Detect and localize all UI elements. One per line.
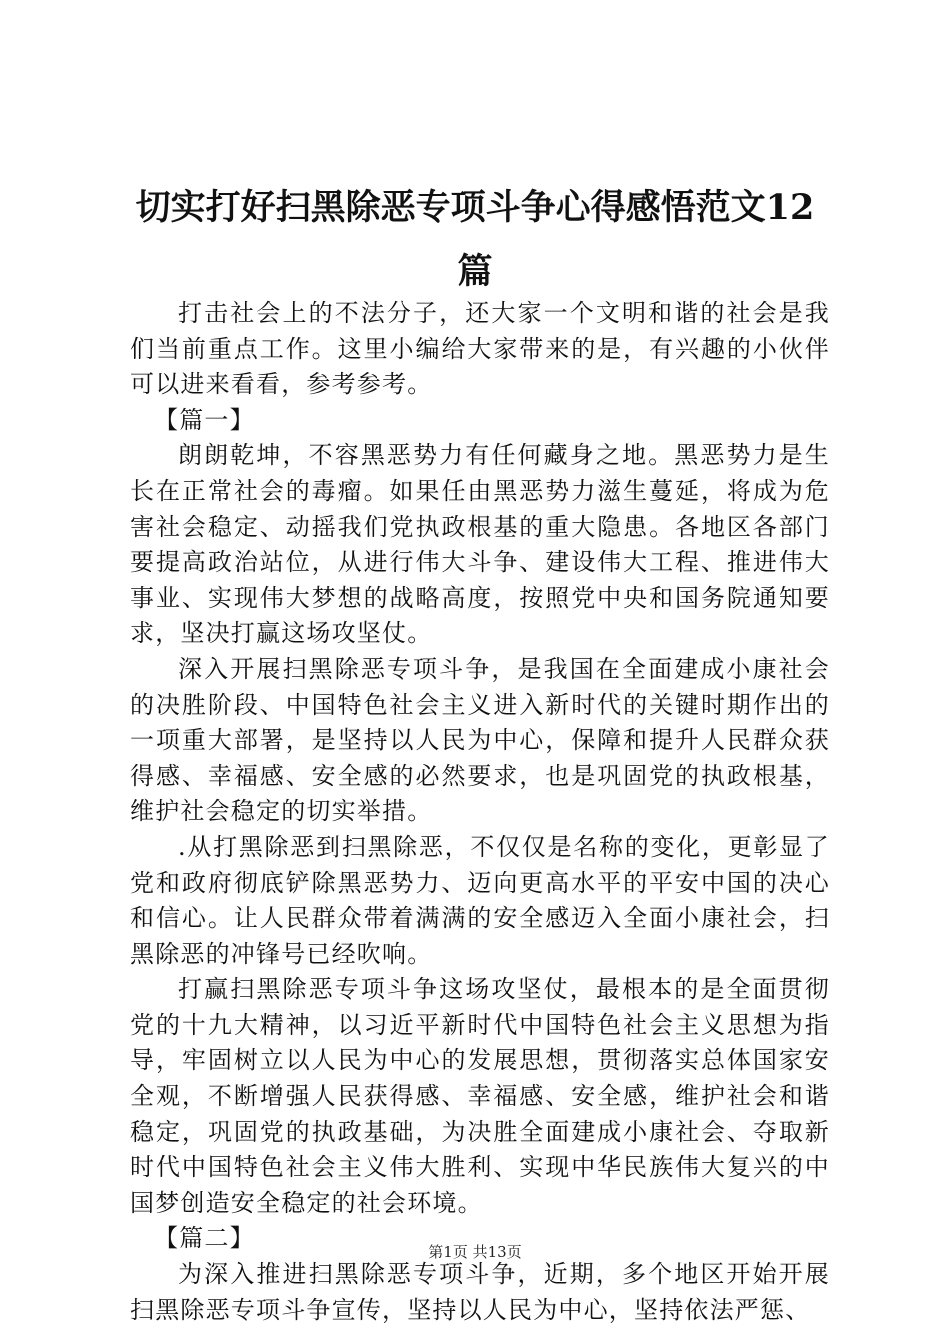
document-body: [130, 296, 830, 1328]
section1-paragraph-2: 深入开展扫黑除恶专项斗争，是我国在全面建成小康社会的决胜阶段、中国特色社会主义进入新时代的关键时期作出的一项重大部署，是坚持以人民为中心，保障和提升人民群众获得感、幸福感、安全感的必然要求，也是巩固党的执政根基，维护社会稳定的切实举措。: [130, 654, 830, 826]
section1-paragraph-1: 朗朗乾坤，不容黑恶势力有任何藏身之地。黑恶势力是生长在正常社会的毒瘤。如果任由黑恶势力滋生蔓延，将成为危害社会稳定、动摇我们党执政根基的重大隐患。各地区各部门要提高政治站位，从进行伟大斗争、建设伟大工程、推进伟大事业、实现伟大梦想的战略高度，按照党中央和国务院通知要求，坚决打赢这场攻坚仗。: [130, 441, 830, 648]
page-footer: 第1页 共13页: [428, 1243, 522, 1261]
intro-paragraph: 打击社会上的不法分子，还大家一个文明和谐的社会是我们当前重点工作。这里小编给大家带来的是，有兴趣的小伙伴可以进来看看，参考参考。: [130, 299, 830, 399]
section1-paragraph-3: .从打黑除恶到扫黑除恶，不仅仅是名称的变化，更彰显了党和政府彻底铲除黑恶势力、迈向更高水平的平安中国的决心和信心。让人民群众带着满满的安全感迈入全面小康社会，扫黑除恶的冲锋号已经吹响。: [130, 832, 830, 968]
section-heading-2: 【篇二】: [154, 1224, 255, 1253]
document-title: 切实打好扫黑除恶专项斗争心得感悟范文12篇: [135, 187, 815, 292]
section2-paragraph-1: 为深入推进扫黑除恶专项斗争，近期，多个地区开始开展扫黑除恶专项斗争宣传，坚持以人民为中心，坚持依法严惩、: [130, 1260, 830, 1324]
section-heading-1: 【篇一】: [154, 405, 255, 434]
section1-paragraph-4: 打赢扫黑除恶专项斗争这场攻坚仗，最根本的是全面贯彻党的十九大精神，以习近平新时代中国特色社会主义思想为指导，牢固树立以人民为中心的发展思想，贯彻落实总体国家安全观，不断增强人民获得感、幸福感、安全感，维护社会和谐稳定，巩固党的执政基础，为决胜全面建成小康社会、夺取新时代中国特色社会主义伟大胜利、实现中华民族伟大复兴的中国梦创造安全稳定的社会环境。: [130, 975, 830, 1217]
